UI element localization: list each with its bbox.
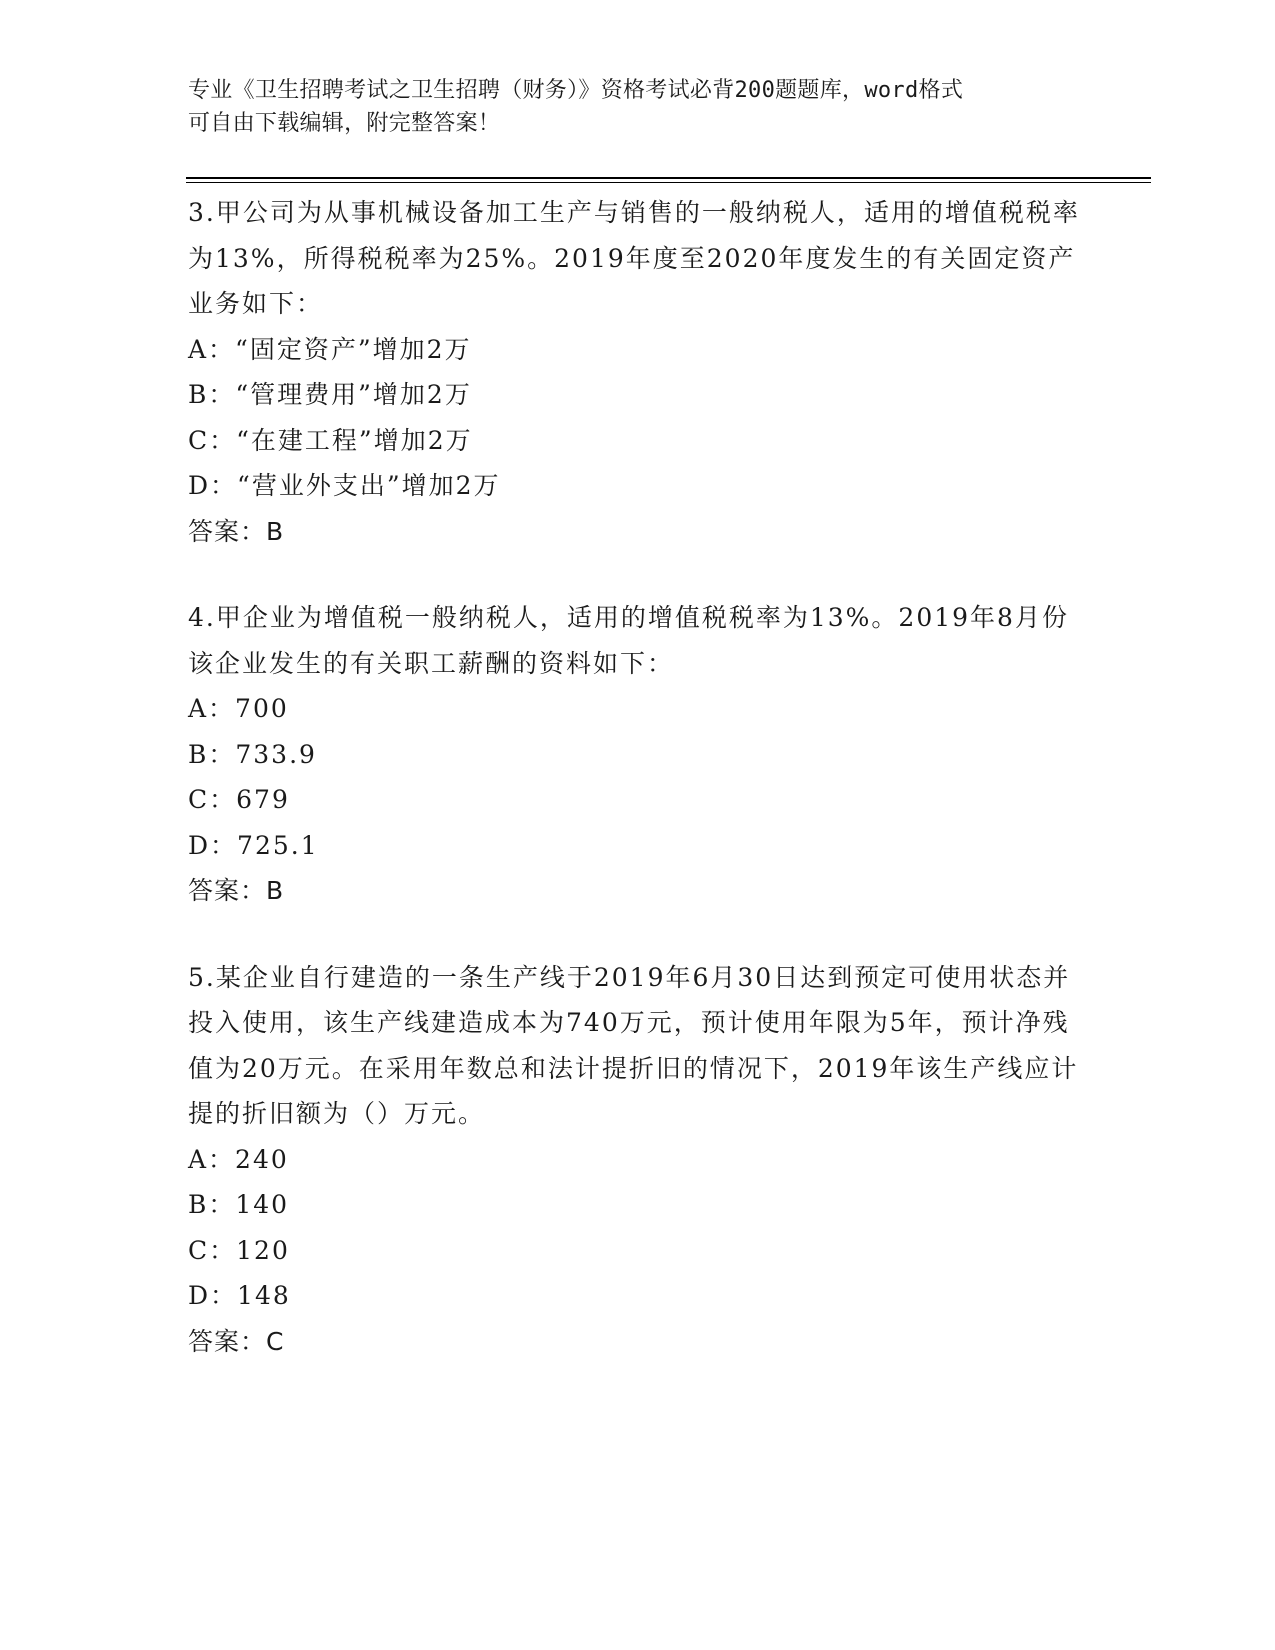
header-line-2: 可自由下载编辑，附完整答案！	[188, 111, 501, 136]
answer-line: 答案：B	[188, 516, 285, 546]
question-stem: 3.甲公司为从事机械设备加工生产与销售的一般纳税人，适用的增值税税率为13%，所得税税率为25%。2019年度至2020年度发生的有关固定资产业务如下：	[188, 198, 1080, 318]
option-d: D：148	[188, 1281, 291, 1310]
option-b: B：“管理费用”增加2万	[188, 380, 472, 409]
option-a: A：“固定资产”增加2万	[188, 334, 472, 364]
option-a: A：700	[188, 694, 289, 723]
header-line-1: 专业《卫生招聘考试之卫生招聘（财务）》资格考试必背200题题库，word格式	[188, 78, 964, 103]
option-a: A：240	[188, 1144, 289, 1174]
header-divider-thick	[186, 177, 1151, 179]
question-5	[188, 955, 1088, 1365]
question-3	[188, 190, 1088, 554]
question-4	[188, 595, 1088, 914]
question-stem: 5.某企业自行建造的一条生产线于2019年6月30日达到预定可使用状态并投入使用，该生产线建造成本为740万元，预计使用年限为5年，预计净残值为20万元。在采用年数总和法计提折旧的情况下，2019年该生产线应计提的折旧额为（）万元。	[188, 962, 1079, 1128]
option-c: C：679	[188, 785, 290, 814]
question-list	[188, 190, 1088, 1405]
option-d: D：“营业外支出”增加2万	[188, 471, 501, 500]
answer-line: 答案：C	[188, 1326, 285, 1356]
option-c: C：120	[188, 1235, 290, 1265]
answer-line: 答案：B	[188, 876, 285, 905]
option-b: B：140	[188, 1190, 290, 1219]
option-b: B：733.9	[188, 739, 317, 769]
header-divider-thin	[186, 182, 1151, 183]
option-c: C：“在建工程”增加2万	[188, 425, 473, 455]
question-stem: 4.甲企业为增值税一般纳税人，适用的增值税税率为13%。2019年8月份该企业发生的有关职工薪酬的资料如下：	[188, 603, 1069, 678]
option-d: D：725.1	[188, 830, 319, 860]
document-header	[188, 74, 1068, 140]
